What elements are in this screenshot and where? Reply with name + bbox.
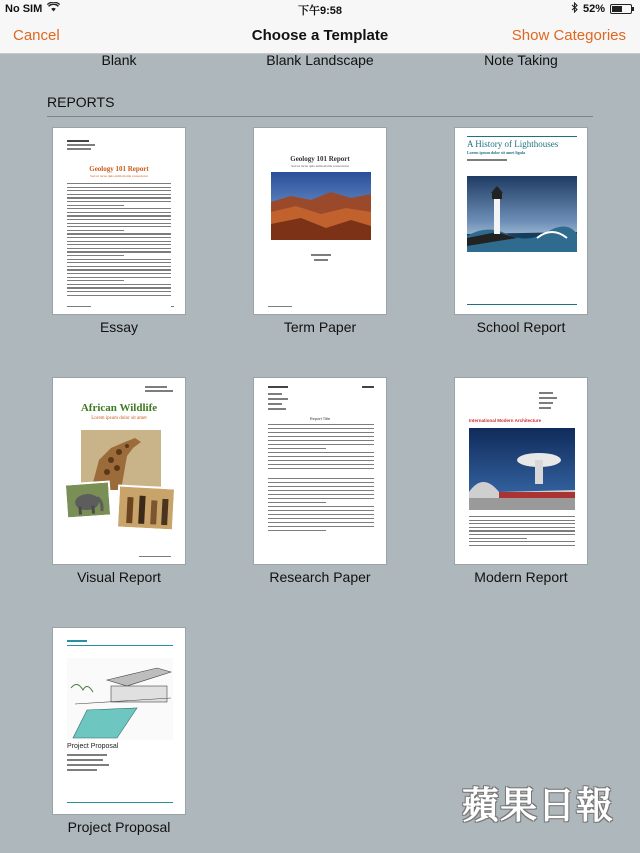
template-name: Modern Report <box>474 569 568 585</box>
template-name: Research Paper <box>269 569 371 585</box>
text-line <box>469 523 575 524</box>
template-thumbnail <box>454 377 588 565</box>
visual-report-subheading: Lorem ipsum dolor sit amet <box>91 416 147 421</box>
visual-report-heading: African Wildlife <box>80 402 158 414</box>
text-line <box>67 241 171 242</box>
text-line <box>67 244 171 245</box>
text-line <box>268 518 374 519</box>
template-label-blank-landscape[interactable]: Blank Landscape <box>266 52 374 68</box>
text-line <box>268 440 374 441</box>
nav-bar <box>0 18 640 54</box>
text-line <box>268 436 374 437</box>
text-line <box>469 530 575 531</box>
bluetooth-icon <box>571 2 578 16</box>
template-visual-report[interactable] <box>52 377 186 585</box>
show-categories-button[interactable]: Show Categories <box>511 27 626 44</box>
template-thumbnail <box>52 627 186 815</box>
template-name: Visual Report <box>77 569 161 585</box>
school-report-subheading: Lorem ipsum dolor sit amet ligula <box>467 150 525 155</box>
text-line <box>268 428 374 429</box>
blank-templates-row <box>0 52 640 68</box>
text-line <box>268 490 374 491</box>
text-line <box>268 452 374 453</box>
text-line <box>67 205 124 206</box>
template-name: Essay <box>99 319 139 335</box>
watermark-logo: 蘋果日報 <box>462 785 614 826</box>
text-line <box>67 277 171 278</box>
text-line <box>469 516 575 517</box>
carrier-label: No SIM <box>5 2 43 15</box>
text-line <box>268 424 374 425</box>
text-line <box>268 526 374 527</box>
template-thumbnail <box>253 127 387 315</box>
text-line <box>268 530 326 531</box>
text-line <box>268 460 374 461</box>
text-line <box>67 287 171 288</box>
text-line <box>268 514 374 515</box>
text-line <box>268 456 374 457</box>
text-line <box>469 545 575 546</box>
text-line <box>268 432 374 433</box>
text-line <box>67 223 171 224</box>
template-label-note-taking[interactable]: Note Taking <box>484 52 558 68</box>
text-line <box>67 208 171 209</box>
term-paper-subheading: Sed ut lacus quis enim mattis consectetur <box>291 164 349 168</box>
battery-percent: 52% <box>582 3 605 15</box>
text-line <box>268 478 374 479</box>
text-line <box>67 262 171 263</box>
text-line <box>268 464 374 465</box>
text-line <box>67 237 171 238</box>
text-line <box>67 291 171 292</box>
text-line <box>469 520 575 521</box>
term-paper-heading: Geology 101 Report <box>290 155 350 163</box>
modern-report-heading: International Modern Architecture <box>469 418 542 423</box>
school-report-heading: A History of Lighthouses <box>467 139 559 149</box>
text-line <box>268 468 374 469</box>
text-line <box>67 219 171 220</box>
template-essay[interactable] <box>52 127 186 335</box>
text-line <box>67 201 171 202</box>
text-line <box>67 269 171 270</box>
text-line <box>469 527 575 528</box>
text-line <box>67 233 171 234</box>
text-line <box>67 190 171 191</box>
battery-fill <box>612 6 622 12</box>
text-line <box>67 212 171 213</box>
template-name: School Report <box>476 319 566 335</box>
text-line <box>67 183 171 184</box>
text-line <box>67 215 171 216</box>
template-name: Project Proposal <box>67 819 171 835</box>
section-divider <box>47 116 593 117</box>
template-school-report[interactable] <box>454 127 588 335</box>
template-research-paper[interactable] <box>253 377 387 585</box>
template-label-blank[interactable]: Blank <box>101 52 137 68</box>
template-thumbnail <box>454 127 588 315</box>
text-line <box>67 259 171 260</box>
essay-heading: Geology 101 Report <box>89 165 149 173</box>
text-line <box>268 486 374 487</box>
template-thumbnail <box>52 127 186 315</box>
elephant-image <box>64 480 112 519</box>
text-line <box>67 295 171 296</box>
text-line <box>67 251 171 252</box>
text-line <box>67 197 171 198</box>
canyon-image <box>271 172 371 240</box>
text-line <box>268 510 374 511</box>
text-line <box>67 187 171 188</box>
text-line <box>268 482 374 483</box>
template-thumbnail <box>253 377 387 565</box>
cancel-button[interactable]: Cancel <box>13 27 60 44</box>
section-title-reports: REPORTS <box>47 94 115 110</box>
essay-subheading: Sed ut lacus quis enim mattis consectetur <box>90 174 148 178</box>
pool-sketch-image <box>67 658 173 740</box>
cattle-image <box>116 485 176 532</box>
text-line <box>67 284 171 285</box>
text-line <box>67 226 171 227</box>
text-line <box>268 444 374 445</box>
text-line <box>469 541 575 542</box>
text-line <box>67 266 171 267</box>
text-line <box>67 194 171 195</box>
text-line <box>67 273 171 274</box>
project-proposal-heading: Project Proposal <box>67 743 119 750</box>
battery-icon <box>610 4 632 14</box>
text-line <box>268 522 374 523</box>
template-name: Term Paper <box>283 319 357 335</box>
text-line <box>268 502 326 503</box>
template-project-proposal[interactable] <box>52 627 186 835</box>
architecture-image <box>469 428 575 510</box>
status-bar <box>0 0 640 18</box>
text-line <box>67 255 124 256</box>
lighthouse-image <box>467 176 577 252</box>
text-line <box>268 498 374 499</box>
text-line <box>469 538 527 539</box>
status-time: 下午9:58 <box>297 5 343 17</box>
page-title: Choose a Template <box>251 27 389 44</box>
text-line <box>67 248 171 249</box>
text-line <box>67 230 124 231</box>
template-term-paper[interactable] <box>253 127 387 335</box>
research-paper-heading: Report Title <box>309 416 331 421</box>
text-line <box>268 448 326 449</box>
text-line <box>268 494 374 495</box>
template-thumbnail <box>52 377 186 565</box>
text-line <box>268 506 374 507</box>
text-line <box>469 534 575 535</box>
template-modern-report[interactable] <box>454 377 588 585</box>
text-line <box>67 280 124 281</box>
